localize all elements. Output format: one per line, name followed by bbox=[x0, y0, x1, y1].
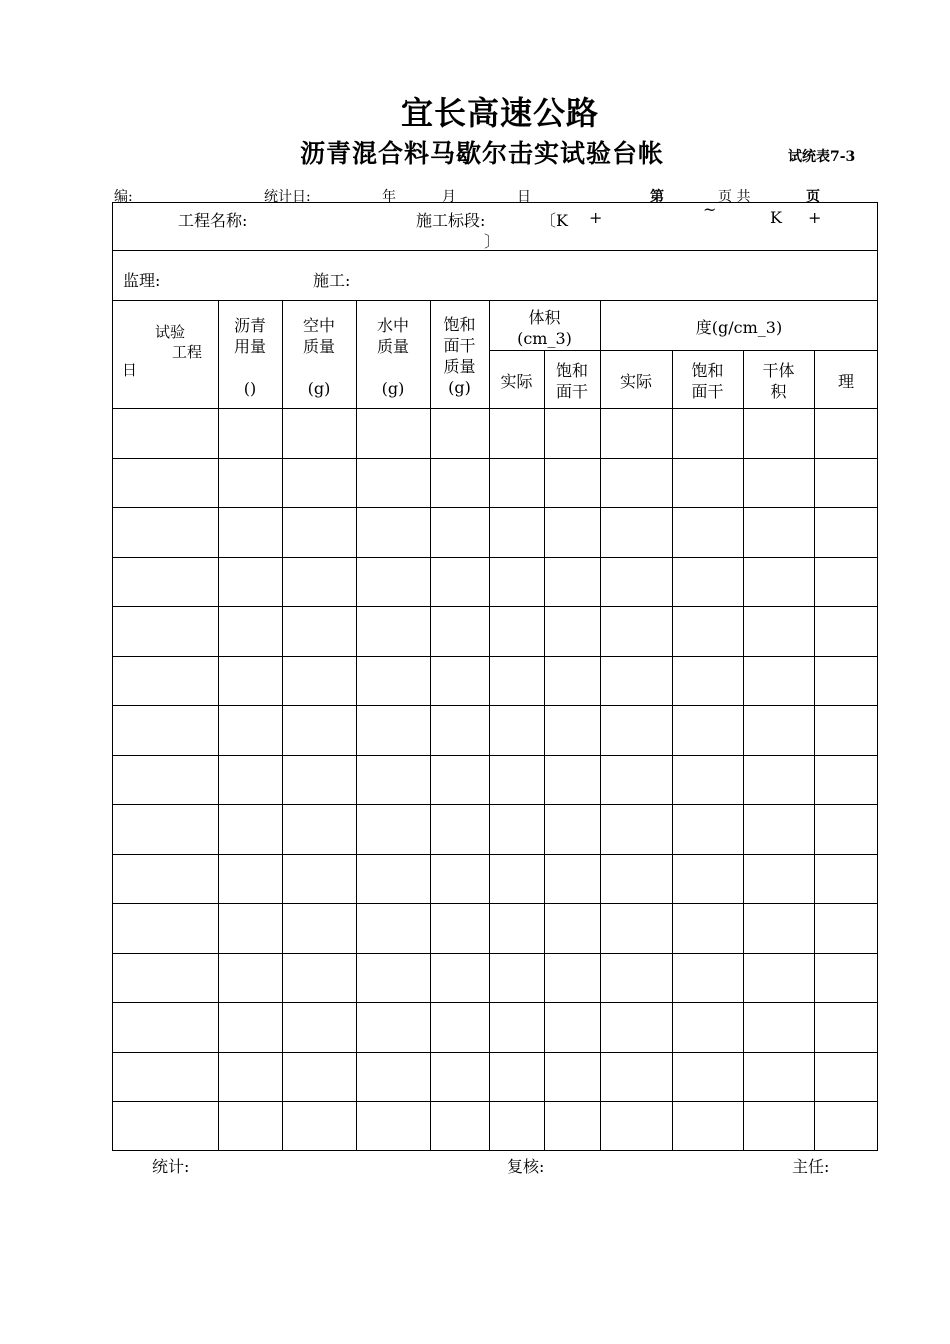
end-chainage-k: K bbox=[770, 208, 782, 227]
col-volume: 体积 (cm_3) bbox=[517, 308, 572, 348]
col-ssd-mass: 饱和 面干 质量 (g) bbox=[443, 315, 476, 397]
end-chainage-plus: + bbox=[808, 208, 822, 227]
col-water-mass: 水中 质量 bbox=[376, 316, 409, 356]
table-row bbox=[112, 606, 878, 607]
col-volume-actual: 实际 bbox=[500, 372, 533, 391]
construction-label: 施工: bbox=[313, 271, 351, 290]
table-row bbox=[112, 656, 878, 657]
month-label: 月 bbox=[442, 189, 456, 205]
stats-signature-label: 统计: bbox=[152, 1157, 190, 1176]
start-chainage-plus: + bbox=[589, 208, 603, 227]
year-label: 年 bbox=[382, 189, 396, 205]
col-density: 度(g/cm_3) bbox=[695, 318, 783, 337]
col-volume-ssd: 饱和 面干 bbox=[555, 361, 588, 401]
form-number: 试统表7-3 bbox=[788, 149, 856, 165]
table-row bbox=[112, 903, 878, 904]
table-rule bbox=[112, 408, 878, 409]
chainage-close-bracket: 〕 bbox=[484, 232, 501, 251]
col-density-actual: 实际 bbox=[619, 372, 652, 391]
table-column-rule bbox=[743, 350, 744, 1151]
table-row bbox=[112, 507, 878, 508]
table-row bbox=[112, 458, 878, 459]
section-label: 施工标段: bbox=[416, 211, 486, 230]
table-row bbox=[112, 854, 878, 855]
col-date-test: 试验 bbox=[155, 323, 186, 341]
table-row bbox=[112, 557, 878, 558]
table-rule bbox=[112, 300, 878, 301]
stat-date-label: 统计日: bbox=[264, 189, 311, 205]
table-row bbox=[112, 755, 878, 756]
col-date-project: 工程 bbox=[172, 343, 203, 361]
table-column-rule bbox=[814, 350, 815, 1151]
page-ye-label: 页 bbox=[806, 189, 820, 205]
table-column-rule bbox=[600, 300, 601, 1151]
table-column-rule bbox=[544, 350, 545, 1151]
table-column-rule bbox=[282, 300, 283, 1151]
supervisor-label: 监理: bbox=[123, 271, 161, 290]
document-title: 宜长高速公路 bbox=[400, 94, 599, 132]
page-total-label: 页 共 bbox=[718, 189, 751, 205]
table-row bbox=[112, 804, 878, 805]
table-column-rule bbox=[430, 300, 431, 1151]
table-row bbox=[112, 705, 878, 706]
col-density-theory: 理 bbox=[837, 372, 854, 391]
col-water-mass-unit: (g) bbox=[381, 379, 405, 398]
range-tilde: ~ bbox=[703, 200, 717, 219]
table-rule bbox=[489, 350, 878, 351]
col-asphalt-content: 沥青 用量 bbox=[233, 316, 266, 356]
table-column-rule bbox=[489, 300, 490, 1151]
table-row bbox=[112, 1052, 878, 1053]
table-column-rule bbox=[672, 350, 673, 1151]
col-density-dry: 干体 积 bbox=[762, 361, 795, 401]
table-column-rule bbox=[356, 300, 357, 1151]
project-name-label: 工程名称: bbox=[178, 211, 248, 230]
col-date-day: 日 bbox=[122, 361, 138, 379]
col-air-mass: 空中 质量 bbox=[302, 316, 335, 356]
editor-label: 编: bbox=[114, 189, 133, 205]
table-row bbox=[112, 1101, 878, 1102]
director-signature-label: 主任: bbox=[792, 1157, 830, 1176]
col-air-mass-unit: (g) bbox=[307, 379, 331, 398]
page-di-label: 第 bbox=[650, 189, 664, 205]
table-row bbox=[112, 953, 878, 954]
start-chainage-k: 〔K bbox=[540, 211, 568, 230]
document-subtitle: 沥青混合料马歇尔击实试验台帐 bbox=[300, 139, 665, 168]
day-label: 日 bbox=[517, 189, 531, 205]
table-column-rule bbox=[218, 300, 219, 1151]
col-asphalt-unit: () bbox=[243, 379, 257, 398]
col-density-ssd: 饱和 面干 bbox=[691, 361, 724, 401]
table-row bbox=[112, 1002, 878, 1003]
review-signature-label: 复核: bbox=[507, 1157, 545, 1176]
